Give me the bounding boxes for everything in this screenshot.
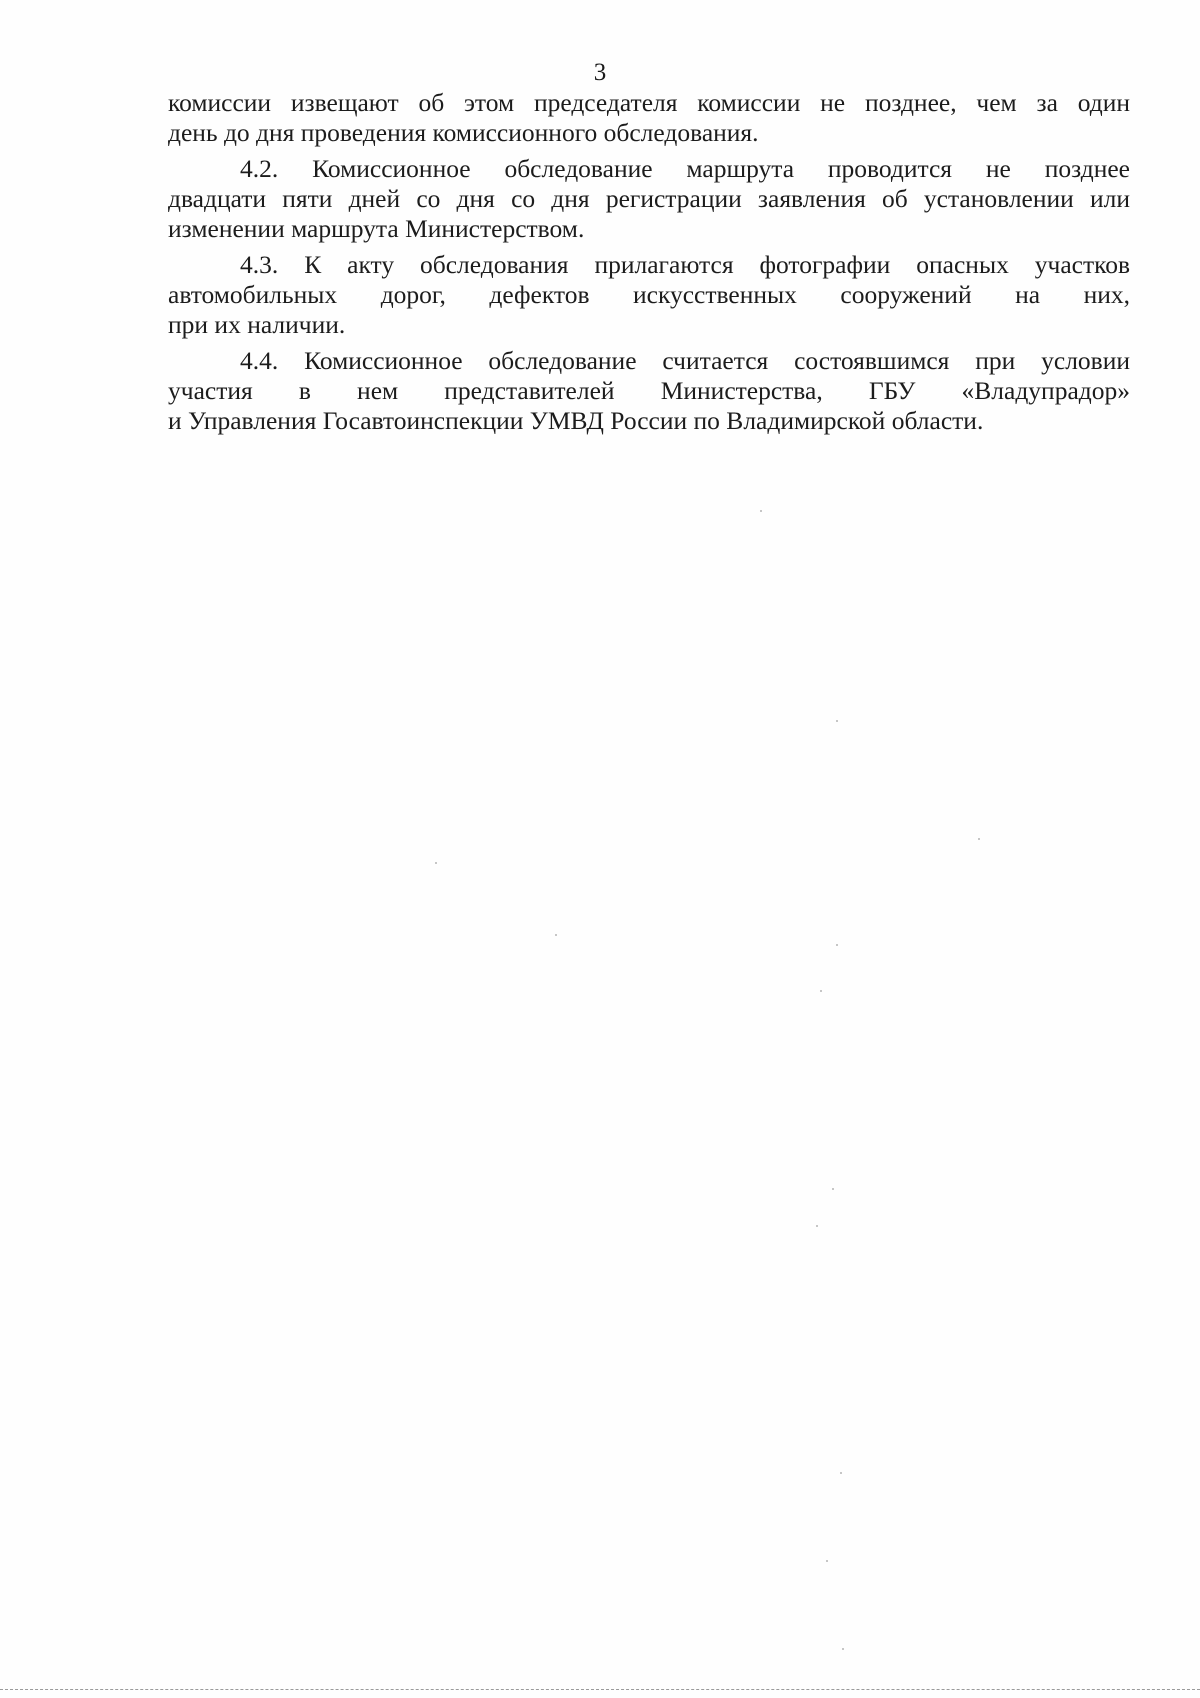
text-line: и Управления Госавтоинспекции УМВД России по Владимирской области.: [168, 406, 984, 435]
scan-speck: [760, 510, 762, 512]
text-line: двадцати пяти дней со дня со дня регистрации заявления об установлении или: [168, 184, 1130, 213]
scan-speck: [555, 934, 557, 936]
text-line: комиссии извещают об этом председателя комиссии не позднее, чем за один: [168, 88, 1130, 117]
text-line: изменении маршрута Министерством.: [168, 214, 585, 243]
text-line: 4.4. Комиссионное обследование считается состоявшимся при условии: [240, 346, 1130, 375]
text-line: день до дня проведения комиссионного обследования.: [168, 118, 759, 147]
paragraph-4-4: [168, 346, 1130, 436]
scan-speck: [816, 1225, 818, 1227]
paragraph-4-2: [168, 154, 1130, 244]
text-line: участия в нем представителей Министерства, ГБУ «Владупрадор»: [168, 376, 1130, 405]
scan-speck: [836, 944, 838, 946]
text-line: 4.2. Комиссионное обследование маршрута проводится не позднее: [240, 154, 1130, 183]
scan-bottom-edge: [0, 1689, 1200, 1690]
scan-speck: [836, 720, 838, 722]
text-line: автомобильных дорог, дефектов искусственных сооружений на них,: [168, 280, 1130, 309]
scan-speck: [435, 862, 437, 864]
scan-speck: [840, 1472, 842, 1474]
scan-speck: [978, 838, 980, 840]
text-line: при их наличии.: [168, 310, 346, 339]
scan-speck: [820, 990, 822, 992]
document-body: [168, 88, 1130, 436]
scan-speck: [832, 1188, 834, 1190]
page-number: 3: [593, 59, 607, 86]
text-line: 4.3. К акту обследования прилагаются фотографии опасных участков: [240, 250, 1130, 279]
paragraph-continuation: [168, 88, 1130, 148]
paragraph-4-3: [168, 250, 1130, 340]
scan-speck: [826, 1560, 828, 1562]
scan-speck: [842, 1648, 844, 1650]
